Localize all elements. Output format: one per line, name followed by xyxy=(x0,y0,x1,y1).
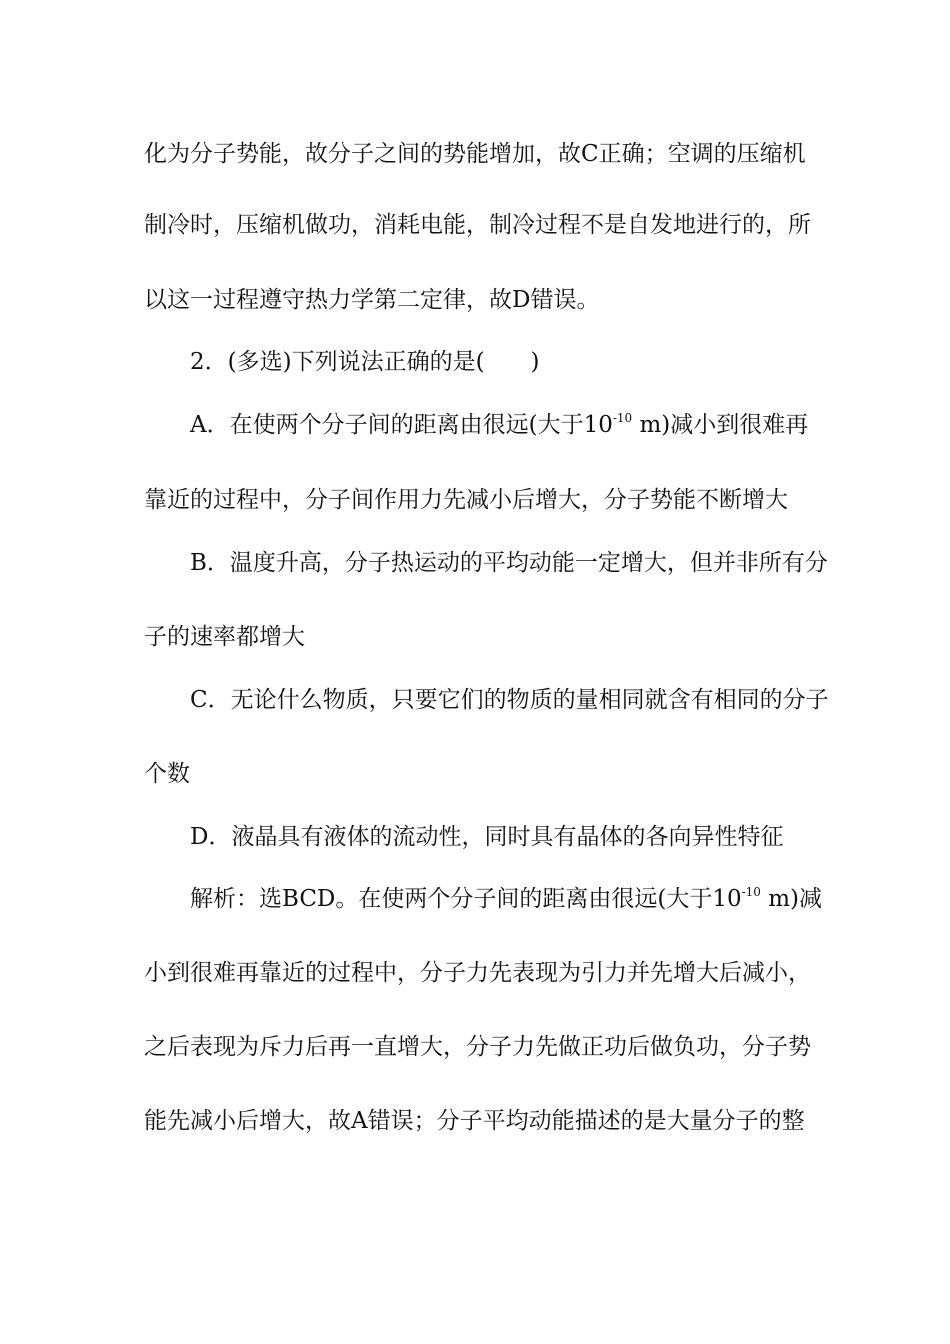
analysis-exponent: -10 xyxy=(741,885,761,899)
analysis-text-after: m)减 xyxy=(760,886,823,912)
option-a-text-after: m)减小到很难再 xyxy=(632,412,809,438)
analysis-line-3: 之后表现为斥力后再一直增大，分子力先做正功后做负功，分子势 xyxy=(144,1034,811,1060)
option-b-line-2: 子的速率都增大 xyxy=(144,624,305,650)
option-a-line-1 xyxy=(190,410,860,440)
analysis-text-before: 解析：选BCD。在使两个分子间的距离由很远(大于10 xyxy=(190,886,742,912)
option-d-line: D．液晶具有液体的流动性，同时具有晶体的各向异性特征 xyxy=(190,824,784,850)
option-c-line-1: C．无论什么物质，只要它们的物质的量相同就含有相同的分子 xyxy=(190,687,829,713)
option-b-line-1: B．温度升高，分子热运动的平均动能一定增大，但并非所有分 xyxy=(190,550,828,576)
text-line-1: 化为分子势能，故分子之间的势能增加，故C正确；空调的压缩机 xyxy=(144,141,806,167)
option-a-line-2: 靠近的过程中，分子间作用力先减小后增大，分子势能不断增大 xyxy=(144,487,788,513)
analysis-line-1 xyxy=(190,884,860,914)
analysis-line-2: 小到很难再靠近的过程中，分子力先表现为引力并先增大后减小， xyxy=(144,960,811,986)
text-line-2: 制冷时，压缩机做功，消耗电能，制冷过程不是自发地进行的，所 xyxy=(144,212,811,238)
analysis-line-4: 能先减小后增大，故A错误；分子平均动能描述的是大量分子的整 xyxy=(144,1108,805,1134)
text-line-3: 以这一过程遵守热力学第二定律，故D错误。 xyxy=(144,287,600,313)
question-2-stem: 2．(多选)下列说法正确的是( ) xyxy=(190,349,540,375)
option-c-line-2: 个数 xyxy=(144,761,190,787)
option-a-text-before: A．在使两个分子间的距离由很远(大于10 xyxy=(190,412,613,438)
option-a-exponent: -10 xyxy=(612,411,633,425)
